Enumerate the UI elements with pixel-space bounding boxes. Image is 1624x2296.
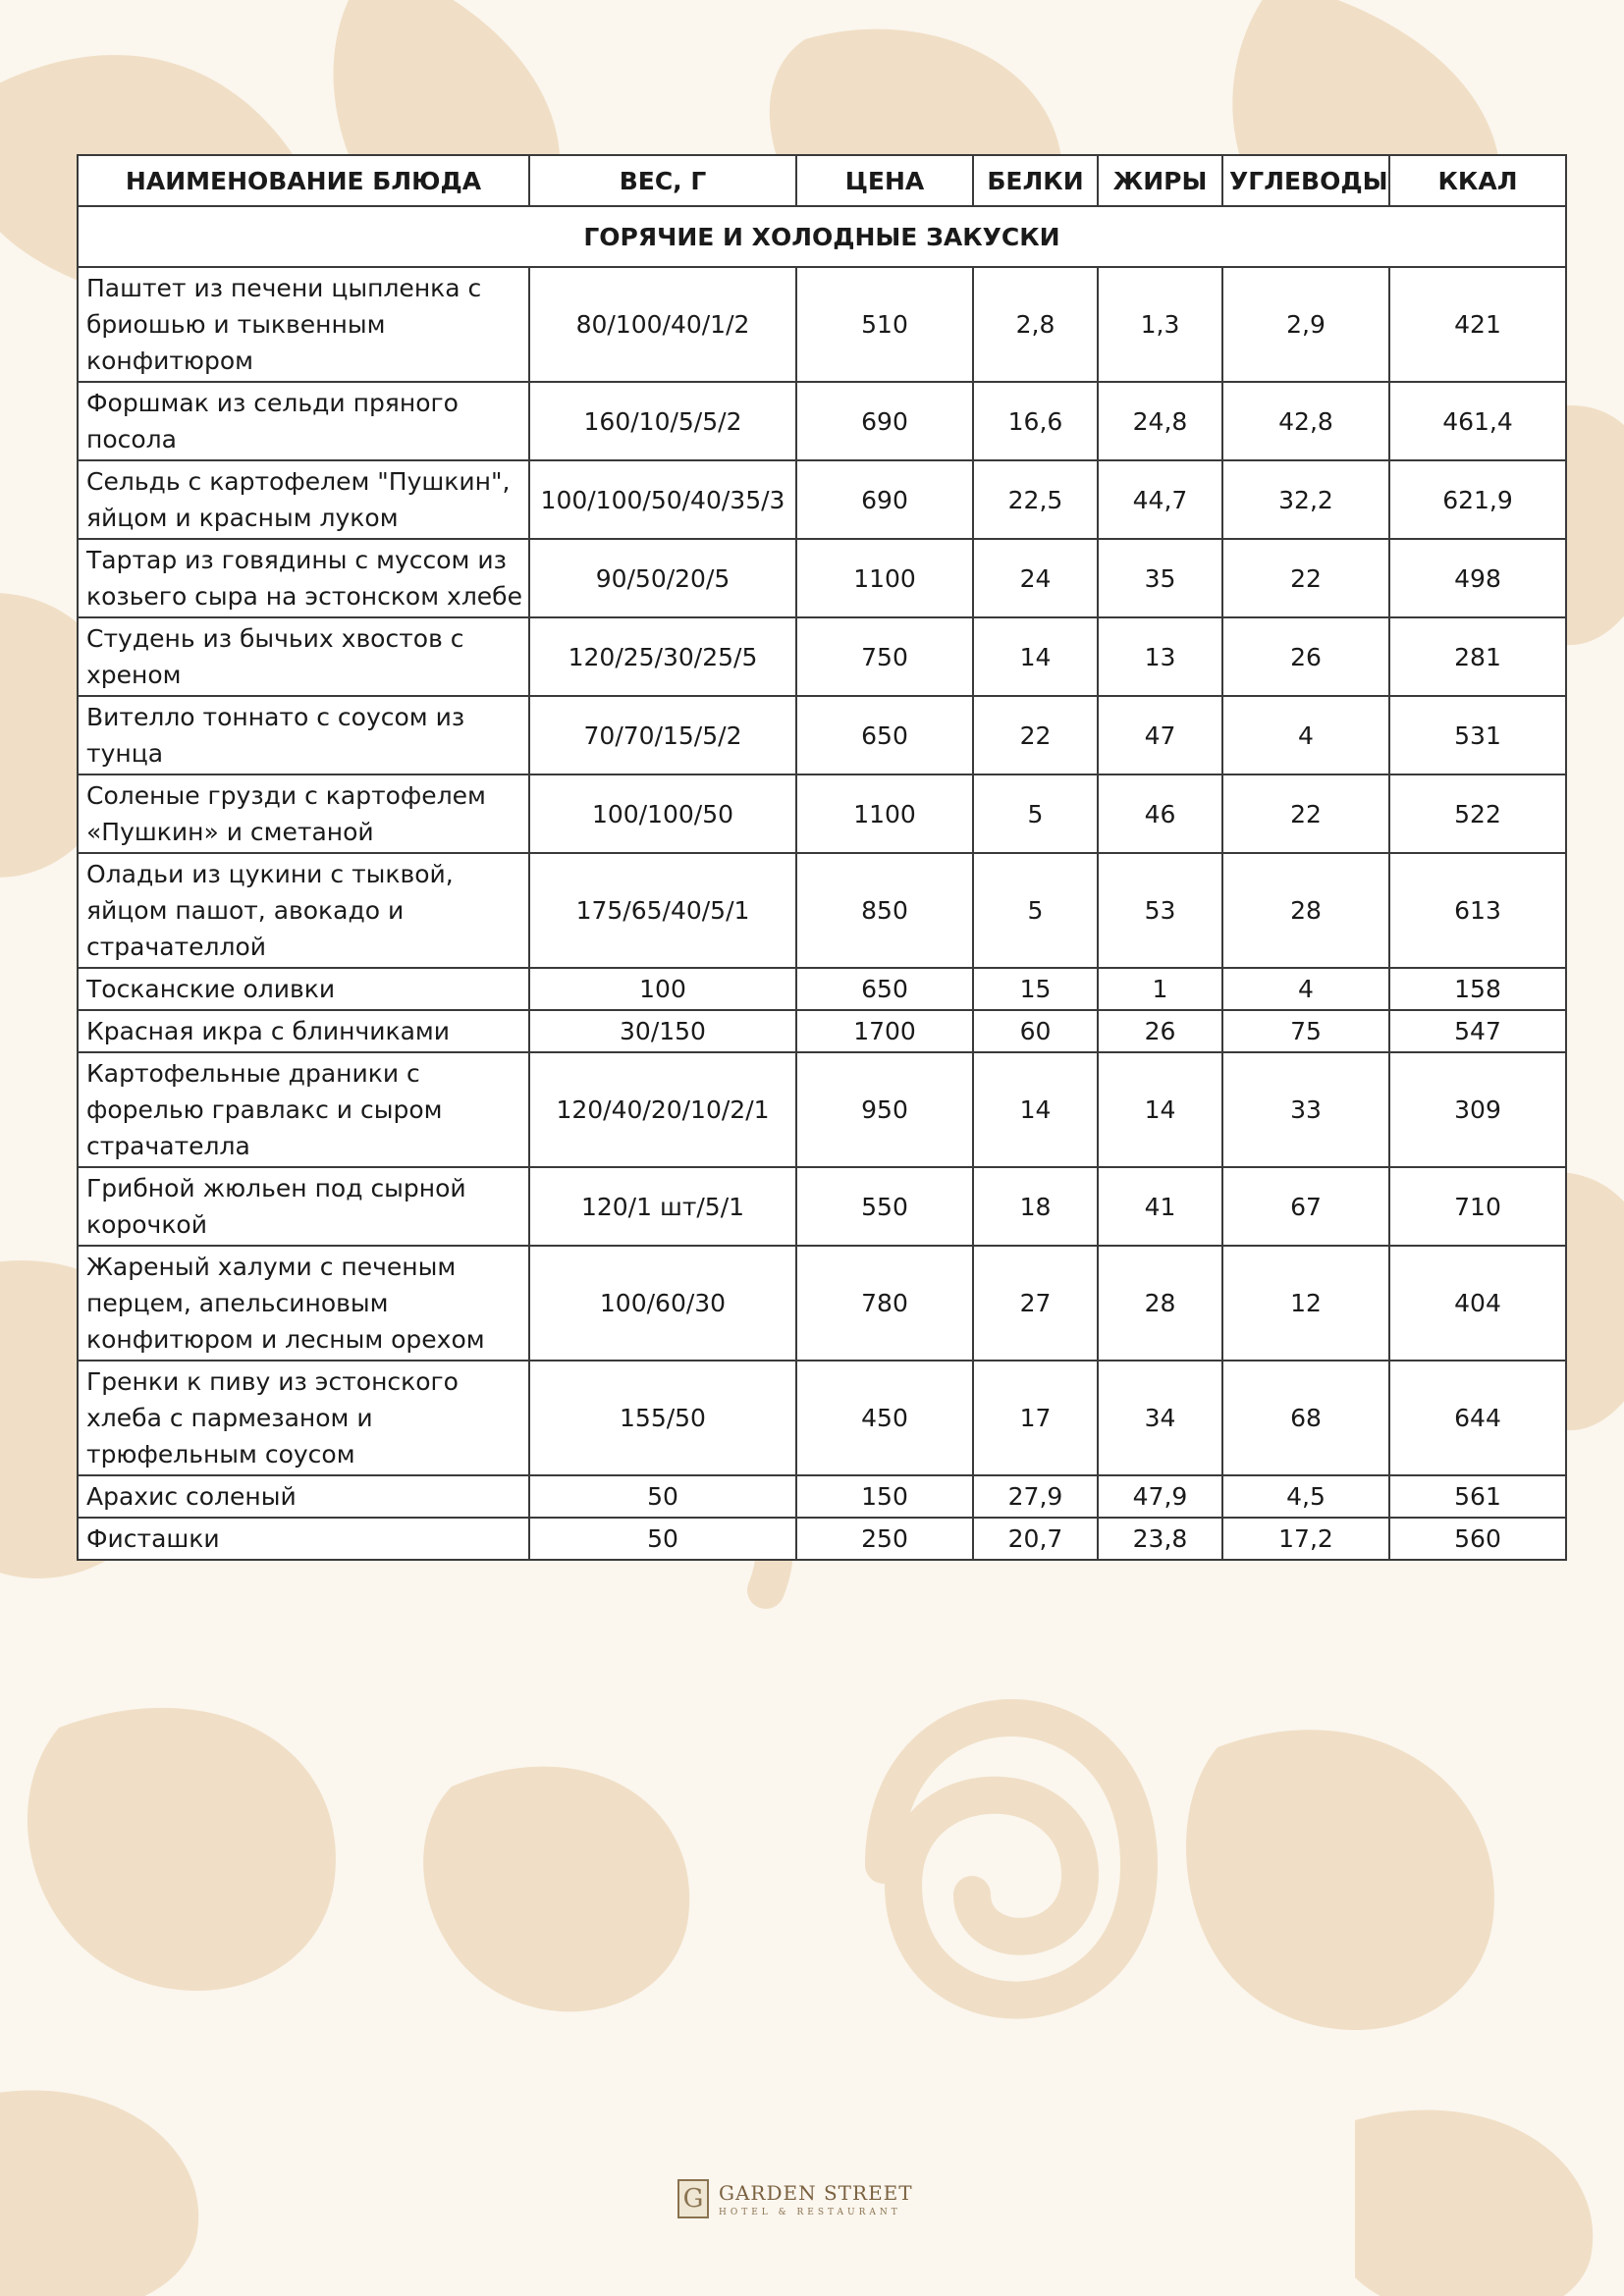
dish-kcal: 309: [1389, 1052, 1566, 1167]
dish-weight: 100: [529, 968, 796, 1010]
dish-price: 1700: [796, 1010, 973, 1052]
section-title: ГОРЯЧИЕ И ХОЛОДНЫЕ ЗАКУСКИ: [78, 206, 1566, 267]
dish-kcal: 613: [1389, 853, 1566, 968]
dish-name: Сельдь с картофелем "Пушкин", яйцом и красным луком: [78, 460, 529, 539]
header-row: [78, 155, 1566, 206]
dish-protein: 27,9: [973, 1475, 1098, 1518]
dish-carbs: 4,5: [1222, 1475, 1389, 1518]
table-row: [78, 267, 1566, 382]
menu-table: [77, 154, 1567, 1561]
dish-carbs: 33: [1222, 1052, 1389, 1167]
dish-kcal: 404: [1389, 1246, 1566, 1361]
dish-name: Паштет из печени цыпленка с бриошью и тыквенным конфитюром: [78, 267, 529, 382]
dish-protein: 24: [973, 539, 1098, 617]
dish-carbs: 67: [1222, 1167, 1389, 1246]
logo-title: GARDEN STREET: [719, 2181, 913, 2205]
dish-fat: 41: [1098, 1167, 1222, 1246]
dish-price: 690: [796, 460, 973, 539]
dish-protein: 18: [973, 1167, 1098, 1246]
dish-kcal: 158: [1389, 968, 1566, 1010]
dish-protein: 2,8: [973, 267, 1098, 382]
dish-fat: 1: [1098, 968, 1222, 1010]
dish-name: Тартар из говядины с муссом из козьего сыра на эстонском хлебе: [78, 539, 529, 617]
dish-price: 1100: [796, 539, 973, 617]
dish-protein: 5: [973, 853, 1098, 968]
dish-kcal: 547: [1389, 1010, 1566, 1052]
dish-weight: 120/40/20/10/2/1: [529, 1052, 796, 1167]
dish-carbs: 42,8: [1222, 382, 1389, 460]
dish-name: Грибной жюльен под сырной корочкой: [78, 1167, 529, 1246]
dish-price: 650: [796, 696, 973, 774]
table-row: [78, 774, 1566, 853]
section-row: [78, 206, 1566, 267]
dish-weight: 120/1 шт/5/1: [529, 1167, 796, 1246]
header-carbs: УГЛЕВОДЫ: [1222, 155, 1389, 206]
table-row: [78, 1246, 1566, 1361]
dish-protein: 16,6: [973, 382, 1098, 460]
dish-name: Арахис соленый: [78, 1475, 529, 1518]
dish-kcal: 531: [1389, 696, 1566, 774]
table-row: [78, 382, 1566, 460]
dish-name: Вителло тоннато с соусом из тунца: [78, 696, 529, 774]
dish-fat: 53: [1098, 853, 1222, 968]
dish-kcal: 281: [1389, 617, 1566, 696]
dish-fat: 13: [1098, 617, 1222, 696]
header-price: ЦЕНА: [796, 155, 973, 206]
table-row: [78, 1010, 1566, 1052]
dish-protein: 22,5: [973, 460, 1098, 539]
table-row: [78, 853, 1566, 968]
dish-weight: 100/60/30: [529, 1246, 796, 1361]
dish-carbs: 75: [1222, 1010, 1389, 1052]
dish-protein: 5: [973, 774, 1098, 853]
dish-name: Студень из бычьих хвостов с хреном: [78, 617, 529, 696]
dish-name: Гренки к пиву из эстонского хлеба с пармезаном и трюфельным соусом: [78, 1361, 529, 1475]
dish-carbs: 2,9: [1222, 267, 1389, 382]
dish-fat: 44,7: [1098, 460, 1222, 539]
table-row: [78, 1475, 1566, 1518]
dish-price: 750: [796, 617, 973, 696]
dish-carbs: 32,2: [1222, 460, 1389, 539]
dish-kcal: 498: [1389, 539, 1566, 617]
dish-price: 150: [796, 1475, 973, 1518]
header-protein: БЕЛКИ: [973, 155, 1098, 206]
dish-fat: 23,8: [1098, 1518, 1222, 1560]
dish-protein: 15: [973, 968, 1098, 1010]
dish-protein: 22: [973, 696, 1098, 774]
dish-kcal: 522: [1389, 774, 1566, 853]
dish-weight: 50: [529, 1475, 796, 1518]
dish-carbs: 17,2: [1222, 1518, 1389, 1560]
table-row: [78, 1518, 1566, 1560]
dish-carbs: 4: [1222, 968, 1389, 1010]
header-dish-name: НАИМЕНОВАНИЕ БЛЮДА: [78, 155, 529, 206]
dish-price: 850: [796, 853, 973, 968]
dish-carbs: 68: [1222, 1361, 1389, 1475]
dish-carbs: 22: [1222, 774, 1389, 853]
dish-weight: 90/50/20/5: [529, 539, 796, 617]
logo-subtitle: HOTEL & RESTAURANT: [719, 2208, 901, 2217]
dish-weight: 120/25/30/25/5: [529, 617, 796, 696]
dish-name: Соленые грузди с картофелем «Пушкин» и сметаной: [78, 774, 529, 853]
dish-protein: 14: [973, 617, 1098, 696]
dish-protein: 17: [973, 1361, 1098, 1475]
dish-protein: 27: [973, 1246, 1098, 1361]
header-kcal: ККАЛ: [1389, 155, 1566, 206]
dish-fat: 28: [1098, 1246, 1222, 1361]
dish-kcal: 561: [1389, 1475, 1566, 1518]
table-row: [78, 460, 1566, 539]
dish-protein: 20,7: [973, 1518, 1098, 1560]
dish-kcal: 644: [1389, 1361, 1566, 1475]
dish-fat: 35: [1098, 539, 1222, 617]
dish-weight: 155/50: [529, 1361, 796, 1475]
dish-kcal: 461,4: [1389, 382, 1566, 460]
dish-fat: 34: [1098, 1361, 1222, 1475]
dish-name: Красная икра с блинчиками: [78, 1010, 529, 1052]
dish-price: 250: [796, 1518, 973, 1560]
dish-weight: 30/150: [529, 1010, 796, 1052]
header-weight: ВЕС, Г: [529, 155, 796, 206]
table-row: [78, 617, 1566, 696]
dish-protein: 60: [973, 1010, 1098, 1052]
dish-fat: 14: [1098, 1052, 1222, 1167]
dish-protein: 14: [973, 1052, 1098, 1167]
dish-name: Форшмак из сельди пряного посола: [78, 382, 529, 460]
dish-name: Фисташки: [78, 1518, 529, 1560]
dish-carbs: 12: [1222, 1246, 1389, 1361]
table-row: [78, 1361, 1566, 1475]
dish-price: 780: [796, 1246, 973, 1361]
dish-price: 650: [796, 968, 973, 1010]
dish-carbs: 26: [1222, 617, 1389, 696]
dish-price: 450: [796, 1361, 973, 1475]
dish-name: Картофельные драники с форелью гравлакс и сыром страчателла: [78, 1052, 529, 1167]
dish-fat: 1,3: [1098, 267, 1222, 382]
table-row: [78, 696, 1566, 774]
dish-price: 1100: [796, 774, 973, 853]
table-row: [78, 539, 1566, 617]
dish-fat: 47,9: [1098, 1475, 1222, 1518]
dish-fat: 24,8: [1098, 382, 1222, 460]
dish-weight: 80/100/40/1/2: [529, 267, 796, 382]
table-row: [78, 1052, 1566, 1167]
dish-weight: 100/100/50/40/35/3: [529, 460, 796, 539]
header-fat: ЖИРЫ: [1098, 155, 1222, 206]
logo-mark-icon: G: [677, 2179, 709, 2218]
dish-carbs: 28: [1222, 853, 1389, 968]
dish-kcal: 560: [1389, 1518, 1566, 1560]
dish-weight: 50: [529, 1518, 796, 1560]
dish-price: 550: [796, 1167, 973, 1246]
dish-price: 690: [796, 382, 973, 460]
dish-name: Оладьи из цукини с тыквой, яйцом пашот, авокадо и страчателлой: [78, 853, 529, 968]
dish-weight: 160/10/5/5/2: [529, 382, 796, 460]
dish-fat: 46: [1098, 774, 1222, 853]
dish-name: Жареный халуми с печеным перцем, апельсиновым конфитюром и лесным орехом: [78, 1246, 529, 1361]
dish-weight: 175/65/40/5/1: [529, 853, 796, 968]
dish-fat: 26: [1098, 1010, 1222, 1052]
dish-weight: 100/100/50: [529, 774, 796, 853]
menu-sheet: [77, 154, 1565, 1561]
dish-fat: 47: [1098, 696, 1222, 774]
dish-kcal: 421: [1389, 267, 1566, 382]
garden-street-logo: [677, 2177, 952, 2226]
dish-price: 510: [796, 267, 973, 382]
dish-carbs: 22: [1222, 539, 1389, 617]
dish-kcal: 621,9: [1389, 460, 1566, 539]
dish-carbs: 4: [1222, 696, 1389, 774]
dish-price: 950: [796, 1052, 973, 1167]
table-row: [78, 968, 1566, 1010]
dish-name: Тосканские оливки: [78, 968, 529, 1010]
dish-weight: 70/70/15/5/2: [529, 696, 796, 774]
table-row: [78, 1167, 1566, 1246]
dish-kcal: 710: [1389, 1167, 1566, 1246]
